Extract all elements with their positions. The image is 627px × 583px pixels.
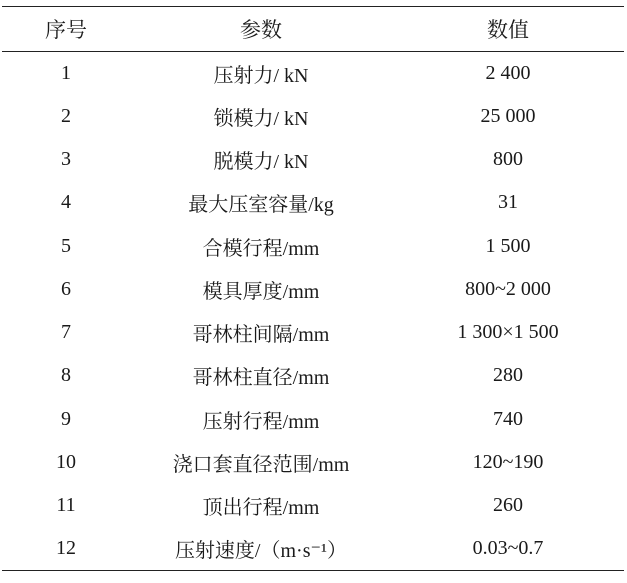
table-body <box>2 52 624 571</box>
header-parameter: 参数 <box>240 18 282 42</box>
row-index: 4 <box>61 191 71 214</box>
row-value: 2 400 <box>485 61 531 84</box>
table-row <box>2 484 624 527</box>
table-row <box>2 354 624 397</box>
row-value: 31 <box>498 191 518 214</box>
row-value: 0.03~0.7 <box>472 537 544 560</box>
row-index: 5 <box>61 234 71 257</box>
row-index: 11 <box>56 494 76 517</box>
row-parameter: 顶出行程/mm <box>202 497 320 520</box>
row-value: 800~2 000 <box>465 277 551 300</box>
row-value: 1 500 <box>485 234 531 257</box>
row-value: 25 000 <box>480 104 536 127</box>
row-index: 1 <box>61 61 71 84</box>
row-parameter: 合模行程/mm <box>202 237 320 260</box>
row-index: 2 <box>61 104 71 127</box>
row-value: 260 <box>493 494 523 517</box>
row-value: 740 <box>493 407 523 430</box>
row-parameter: 哥林柱间隔/mm <box>192 324 330 347</box>
row-index: 8 <box>61 364 71 387</box>
row-parameter: 哥林柱直径/mm <box>192 367 330 390</box>
row-parameter: 压射行程/mm <box>202 410 320 433</box>
row-value: 800 <box>493 148 523 171</box>
parameter-table <box>2 6 624 571</box>
table-row <box>2 52 624 95</box>
row-index: 6 <box>61 277 71 300</box>
row-parameter: 脱模力/ kN <box>213 151 309 174</box>
row-parameter: 最大压室容量/kg <box>188 194 334 217</box>
row-parameter: 模具厚度/mm <box>202 280 320 303</box>
row-index: 10 <box>56 450 76 473</box>
row-value: 280 <box>493 364 523 387</box>
table-row <box>2 95 624 138</box>
table-row <box>2 268 624 311</box>
header-index: 序号 <box>45 18 87 42</box>
row-index: 7 <box>61 321 71 344</box>
table-row <box>2 398 624 441</box>
row-parameter: 压射速度/（m·s⁻¹） <box>174 540 348 563</box>
row-index: 12 <box>56 537 76 560</box>
table-row <box>2 311 624 354</box>
row-value: 1 300×1 500 <box>457 321 559 344</box>
header-value: 数值 <box>487 18 529 42</box>
row-index: 3 <box>61 148 71 171</box>
table-row <box>2 138 624 181</box>
row-parameter: 锁模力/ kN <box>213 107 309 130</box>
table-row <box>2 441 624 484</box>
row-value: 120~190 <box>472 450 544 473</box>
row-index: 9 <box>61 407 71 430</box>
table-row <box>2 527 624 570</box>
row-parameter: 浇口套直径范围/mm <box>172 453 350 476</box>
table-row <box>2 181 624 224</box>
header-row <box>2 7 624 52</box>
row-parameter: 压射力/ kN <box>213 64 309 87</box>
table-header <box>2 7 624 52</box>
table-row <box>2 225 624 268</box>
